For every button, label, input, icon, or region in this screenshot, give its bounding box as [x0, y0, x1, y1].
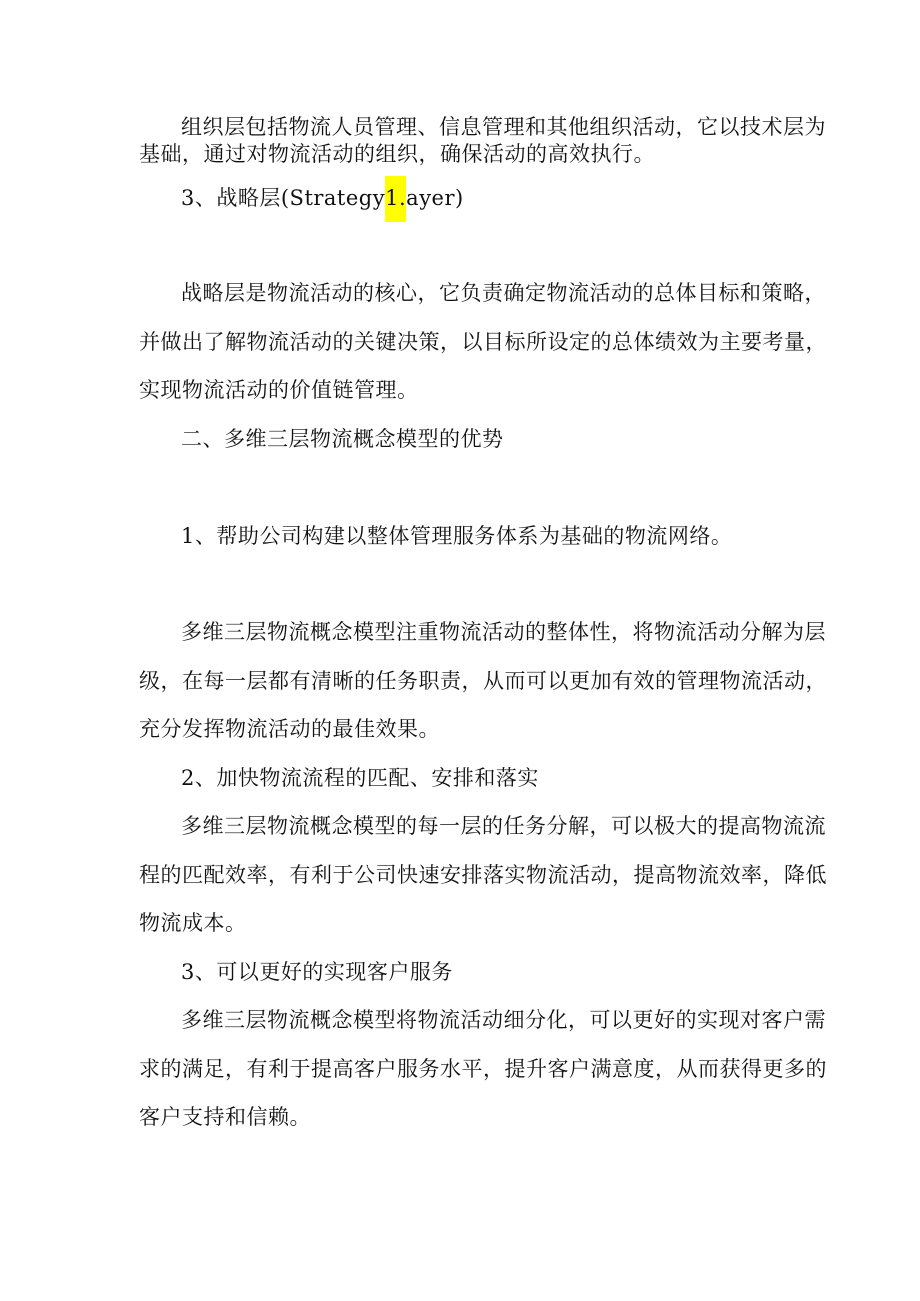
paragraph-line: 组织层包括物流人员管理、信息管理和其他组织活动，它以技术层为 [181, 115, 826, 139]
highlighted-text: 1. [385, 176, 406, 222]
paragraph-line: 战略层是物流活动的核心，它负责确定物流活动的总体目标和策略， [181, 281, 826, 305]
paragraph-line: 级，在每一层都有清晰的任务职责，从而可以更加有效的管理物流活动， [139, 669, 827, 693]
heading-text: 3、战略层(Strategy [181, 186, 386, 210]
paragraph-line: 基础，通过对物流活动的组织，确保活动的高效执行。 [139, 142, 655, 166]
paragraph-line: 物流成本。 [139, 911, 247, 935]
item-heading-3: 3、可以更好的实现客户服务 [181, 960, 453, 984]
item-heading-1: 1、帮助公司构建以整体管理服务体系为基础的物流网络。 [181, 524, 733, 548]
paragraph-line: 多维三层物流概念模型的每一层的任务分解，可以极大的提高物流流 [181, 814, 826, 838]
paragraph-line: 多维三层物流概念模型注重物流活动的整体性，将物流活动分解为层 [181, 620, 826, 644]
paragraph-line: 程的匹配效率，有利于公司快速安排落实物流活动，提高物流效率，降低 [139, 863, 827, 887]
paragraph-line: 客户支持和信赖。 [139, 1105, 311, 1129]
paragraph-line: 多维三层物流概念模型将物流活动细分化，可以更好的实现对客户需 [181, 1008, 826, 1032]
section-heading-strategy-layer [181, 184, 464, 212]
section-heading-advantages: 二、多维三层物流概念模型的优势 [181, 427, 504, 451]
paragraph-line: 并做出了解物流活动的关键决策，以目标所设定的总体绩效为主要考量， [139, 330, 827, 354]
item-heading-2: 2、加快物流流程的匹配、安排和落实 [181, 766, 539, 790]
paragraph-line: 实现物流活动的价值链管理。 [139, 378, 419, 402]
paragraph-line: 求的满足，有利于提高客户服务水平，提升客户满意度，从而获得更多的 [139, 1057, 827, 1081]
paragraph-line: 充分发挥物流活动的最佳效果。 [139, 717, 440, 741]
heading-text: ayer) [406, 186, 464, 210]
